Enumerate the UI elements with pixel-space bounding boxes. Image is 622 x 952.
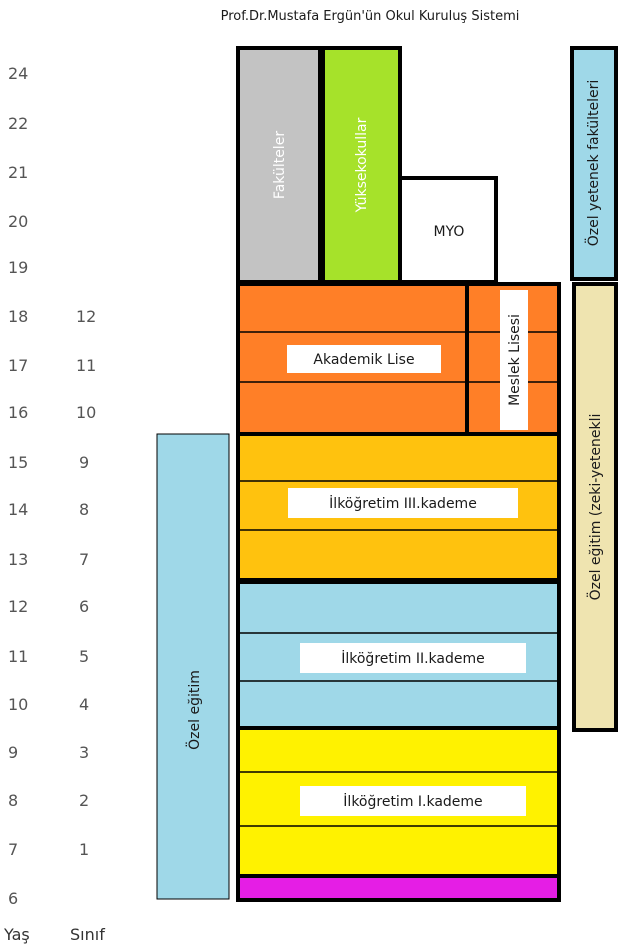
age-axis-label: Yaş (4, 925, 30, 944)
grade-tick: 10 (76, 403, 97, 422)
ilkogretim-2-label: İlköğretim II.kademe (341, 651, 485, 667)
ilkogretim-1-label: İlköğretim I.kademe (343, 794, 483, 810)
age-tick: 17 (8, 356, 29, 375)
age-axis (8, 64, 28, 908)
yuksekokullar-label: Yüksekokullar (354, 117, 370, 213)
age-tick: 9 (8, 743, 19, 762)
myo-label: MYO (433, 224, 465, 240)
grade-tick: 1 (79, 840, 90, 859)
ozel-egitim-zeki-label: Özel eğitim (zeki-yetenekli (588, 413, 604, 601)
age-tick: 24 (8, 64, 29, 83)
grade-tick: 4 (79, 695, 90, 714)
fakulteler-label: Fakülteler (272, 130, 288, 200)
age-tick: 22 (8, 114, 29, 133)
grade-tick: 5 (79, 647, 90, 666)
grade-tick: 3 (79, 743, 90, 762)
age-tick: 10 (8, 695, 29, 714)
grade-tick: 11 (76, 356, 97, 375)
age-tick: 13 (8, 550, 29, 569)
diagram-title: Prof.Dr.Mustafa Ergün'ün Okul Kuruluş Sistemi (220, 9, 520, 24)
age-tick: 12 (8, 597, 29, 616)
age-tick: 15 (8, 453, 29, 472)
age-tick: 7 (8, 840, 19, 859)
grade-tick: 7 (79, 550, 90, 569)
grade-tick: 9 (79, 453, 90, 472)
age-tick: 20 (8, 212, 29, 231)
age-tick: 16 (8, 403, 29, 422)
akademik-lise-label: Akademik Lise (313, 352, 415, 368)
age-tick: 6 (8, 889, 19, 908)
ozel-yetenek-label: Özel yetenek fakülteleri (586, 79, 602, 247)
age-tick: 14 (8, 500, 29, 519)
preschool-block (238, 876, 559, 900)
age-tick: 18 (8, 307, 29, 326)
grade-axis (76, 307, 96, 859)
age-tick: 8 (8, 791, 19, 810)
grade-tick: 2 (79, 791, 90, 810)
grade-tick: 6 (79, 597, 90, 616)
ilkogretim-3-label: İlköğretim III.kademe (329, 496, 477, 512)
grade-tick: 8 (79, 500, 90, 519)
ozel-egitim-block (157, 434, 229, 899)
grade-axis-label: Sınıf (70, 925, 105, 944)
age-tick: 21 (8, 163, 29, 182)
ozel-egitim-label: Özel eğitim (187, 670, 203, 750)
age-tick: 11 (8, 647, 29, 666)
meslek-lisesi-label: Meslek Lisesi (507, 314, 523, 406)
grade-tick: 12 (76, 307, 97, 326)
age-tick: 19 (8, 258, 29, 277)
